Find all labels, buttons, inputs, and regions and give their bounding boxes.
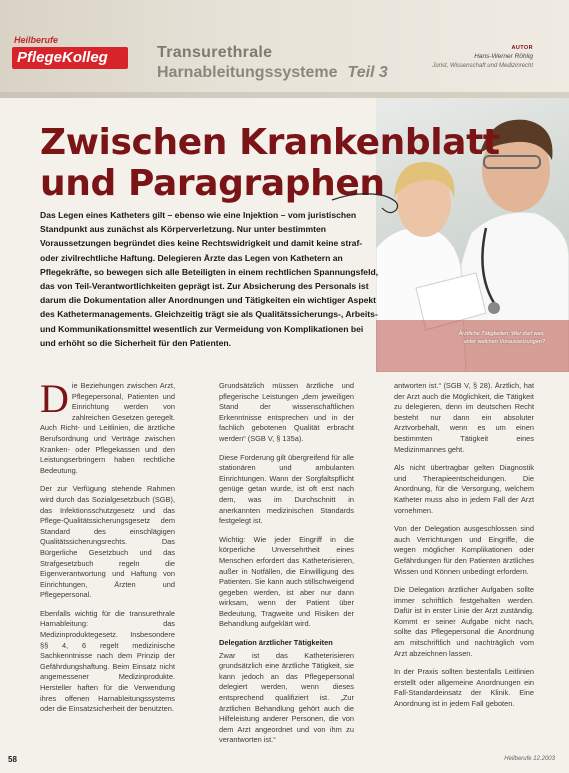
body-column-2 [219,381,354,754]
col2-paragraph-4: Zwar ist das Katheterisieren grundsätzlich eine ärztliche Tätigkeit, sie kann jedoch an das Pflegepersonal delegiert werden, wenn dieses entsprechend qualifiziert ist. „Zur ärztlichen Behandlung gehört auch die Hilfeleistung anderer Personen, die von dem Arzt angeordnet und von ihm zu verantworten ist.“ [219,650,354,745]
author-role: Jurist, Wissenschaft und Medizinrecht [432,63,533,69]
col2-paragraph-2: Diese Forderung gilt übergreifend für alle stationären und ambulanten Einrichtungen. Wann der Sorgfaltspflicht genüge getan wurde, ist oft erst nach dem, was im Durchschnitt in anerkannten medizinischen Standards festgelegt ist. [219,452,354,526]
series-title-line1: Transurethrale [157,44,273,61]
section-subhead: Delegation ärztlicher Tätigkeiten [219,638,333,648]
issue-reference: Heilberufe 12.2003 [504,756,555,762]
page-number: 58 [8,755,17,764]
brand-logo: PflegeKolleg [17,49,108,66]
dropcap: D [40,376,69,421]
brand-kicker: Heilberufe [14,35,59,45]
series-part: Teil 3 [347,64,388,81]
col1-paragraph-1 [40,376,175,476]
author-name: Hans-Werner Röhlig [474,53,533,60]
series-title-line2 [157,64,388,82]
col1-paragraph-3: Ebenfalls wichtig für die transurethrale Harnableitung: das Medizinproduktegesetz. Insbesondere §§ 4, 6 regelt medizinische Sachkenntnisse nach dem Prinzip der Gefährdungshaftung. Beim Einsatz nicht angemessener Medizinprodukte. Hersteller haften für die Verwendung ihres offenen Harnableitungssystems oder die Einsatzsicherheit der benutzten. [40,608,175,714]
body-column-3 [394,381,534,718]
col2-paragraph-3: Wichtig: Wie jeder Eingriff in die körperliche Unversehrtheit eines Menschen erfordert das Katheterisieren, außer in Notfällen, die Einwilligung des Patienten. Sie kann auch stillschweigend gegeben werden, ist aber nur dann wirksam, wenn der Patient über Bedeutung, Tragweite und Risiken der Behandlung aufgeklärt wird. [219,534,354,629]
col3-paragraph-3: Von der Delegation ausgeschlossen sind auch Verrichtungen und Eingriffe, die wegen möglicher Komplikationen oder Gefährdungen für den Patienten ärztliches Wissen und Können unbedingt erfordern. [394,524,534,576]
photo-caption: Ärztliche Tätigkeiten: Wer darf was, unter welchen Voraussetzungen? [458,331,545,345]
title-line2: und Paragraphen [40,163,385,204]
col2-paragraph-1: Grundsätzlich müssen ärztliche und pflegerische Leistungen „dem jeweiligen Stand der wissenschaftlichen Erkenntnisse entsprechen und in der fachlich gebotenen Qualität erbracht werden“ (SGB V, § 135a). [219,381,354,443]
caption-backdrop [376,320,569,372]
col1-paragraph-2: Der zur Verfügung stehende Rahmen wird durch das Sozialgesetzbuch (SGB), das Infektionsschutzgesetz und das Pflege-Qualitätssicherungsgesetz dem Standard des einschlägigen Qualitätssicherungsrechts. Das Bürgerliche Gesetzbuch und das Strafgesetzbuch regeln die Eigenverantwortung und Haftung von Einrichtungen, Ärzten und Pflegepersonal. [40,484,175,600]
col3-paragraph-1: antworten ist.“ (SGB V, § 28). Ärztlich, hat der Arzt auch die Möglichkeit, die Tätigkeit zu delegieren, denn im deutschen Recht besteht nur dann ein absoluter Arztvorbehalt, wenn es um einen bestimmten Tätigkeit eines Medizinmannes geht. [394,381,534,454]
series-title-text: Harnableitungssysteme [157,64,338,81]
title-line1: Zwischen Krankenblatt [40,122,500,163]
body-column-1 [40,376,175,723]
lead-paragraph: Das Legen eines Katheters gilt – ebenso wie eine Injektion – vom juristischen Standpunkt aus zunächst als Körperverletzung. Nur unter bestimmten Voraussetzungen begründet dies keine Rechtswidrigkeit und damit keine straf- oder zivilrechtliche Haftung. Delegieren Ärzte das Legen von Kathetern an Pflegekräfte, so bewegen sich alle Beteiligten in einem rechtlichen Spannungsfeld, das von Teil-Verantwortlichkeiten geprägt ist. Zur Absicherung des Personals ist darum die Dokumentation aller Anordnungen und Tätigkeiten ein wichtiger Aspekt des Kathetermanagements. Gleichzeitig trägt sie als Qualitätssicherungs-, Arbeits- und Kommunikationsmittel wesentlich zur Vermeidung von Komplikationen bei und erhöht so die Sicherheit für den Patienten. [40,210,379,348]
author-label: AUTOR [511,45,533,51]
col3-paragraph-2: Als nicht übertragbar gelten Diagnostik und Therapieentscheidungen. Die Anordnung, für die Versorgung, welchem Katheter muss also in jedem Fall der Arzt vornehmen. [394,463,534,515]
col3-paragraph-5: In der Praxis sollten bestenfalls Leitlinien erstellt oder allgemeine Anordnungen ein Fall-Standardeinsatz der Klinik. Eine Anordnung ist in jedem Fall geboten. [394,667,534,709]
stethoscope-head [488,302,500,314]
col1-p1-text: ie Beziehungen zwischen Arzt, Pflegepersonal, Patienten und Einrichtung werden von zahlreichen Gesetzen geregelt. Auch Richt- und Leitlinien, die ärztliche Berufsordnung und Verträge zwischen Kranken- oder Pflegekassen und den Leistungserbringern haben rechtliche Bedeutung. [40,381,175,475]
col3-paragraph-4: Die Delegation ärztlicher Aufgaben sollte immer schriftlich festgehalten werden. Dafür ist in erster Linie der Arzt zuständig. Kommt er seiner Aufgabe nicht nach, sollte das Pflegepersonal die Anordnung am mitschriftlich und nachträglich vom Arzt abzeichnen lassen. [394,585,534,658]
article-title [40,122,500,204]
